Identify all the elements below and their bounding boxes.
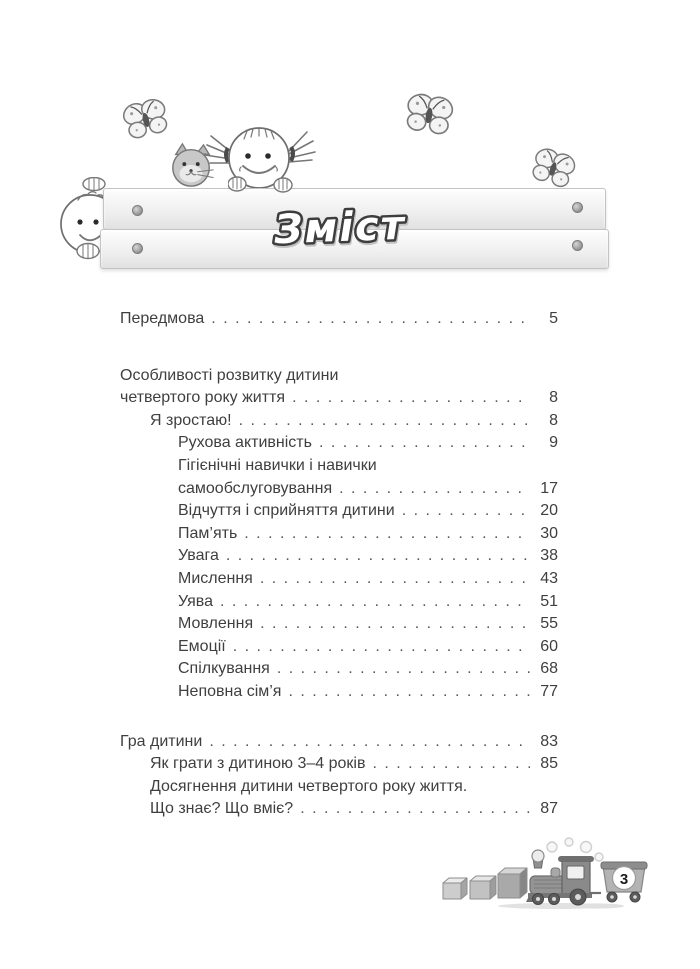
toc-page: 20 bbox=[540, 502, 558, 520]
toc-page: 8 bbox=[549, 389, 558, 407]
page-number-wagon bbox=[601, 862, 647, 902]
toc-page: 38 bbox=[540, 547, 558, 565]
toc-label: Що знає? Що вміє? bbox=[150, 800, 294, 818]
toy-blocks-icon bbox=[443, 868, 527, 899]
toy-train-footer bbox=[438, 836, 648, 916]
toc-entry bbox=[120, 365, 558, 388]
toc-label: Досягнення дитини четвертого року життя. bbox=[150, 777, 468, 795]
toc-page: 83 bbox=[540, 732, 558, 750]
toc-dots bbox=[239, 410, 530, 433]
toc-dots bbox=[372, 753, 530, 776]
toc-label: Я зростаю! bbox=[150, 411, 232, 429]
toc-dots bbox=[226, 545, 530, 568]
boy-hand-bottom-icon bbox=[74, 242, 102, 260]
toc-dots bbox=[244, 523, 530, 546]
toc-label: Спілкування bbox=[178, 660, 270, 678]
toc-label: Уява bbox=[178, 592, 213, 610]
toc-label: Мовлення bbox=[178, 615, 254, 633]
toc-dots bbox=[319, 432, 530, 455]
toc-label: Відчуття і сприйняття дитини bbox=[178, 502, 395, 520]
toc-dots bbox=[209, 731, 530, 754]
toc-entry bbox=[120, 387, 558, 410]
toc-entry bbox=[120, 798, 558, 821]
toc-page: 43 bbox=[540, 569, 558, 587]
toc-label: Передмова bbox=[120, 310, 205, 327]
toc-dots bbox=[292, 387, 530, 410]
toc-dots bbox=[288, 681, 530, 704]
toc-label: Особливості розвитку дитини bbox=[120, 366, 339, 384]
toc-label: Рухова активність bbox=[178, 434, 312, 452]
toc-dots bbox=[277, 658, 530, 681]
butterfly-icon bbox=[400, 88, 459, 143]
toc-dots bbox=[300, 798, 530, 821]
toc-dots bbox=[339, 478, 530, 501]
toc-label: Як грати з дитиною 3–4 років bbox=[150, 755, 366, 773]
page-number: 3 bbox=[619, 871, 629, 888]
toc-entry bbox=[120, 500, 558, 523]
toc-label: четвертого року життя bbox=[120, 389, 286, 407]
toc-page: 55 bbox=[540, 615, 558, 633]
toc-entry bbox=[120, 658, 558, 681]
toc-entry bbox=[120, 681, 558, 704]
toc-entry bbox=[120, 455, 558, 478]
toc-entry bbox=[120, 753, 558, 776]
toc-page: 5 bbox=[549, 310, 558, 327]
toc-dots bbox=[220, 591, 530, 614]
toc-entry bbox=[120, 308, 558, 331]
toc-entry bbox=[120, 478, 558, 501]
toc-page: 51 bbox=[540, 592, 558, 610]
toc-page: 68 bbox=[540, 660, 558, 678]
toc-entry bbox=[120, 432, 558, 455]
toc-entry bbox=[120, 523, 558, 546]
page-title: Зміст bbox=[273, 202, 407, 254]
toy-train-icon bbox=[526, 850, 601, 905]
toc-page: 9 bbox=[549, 434, 558, 452]
toc-label: Емоції bbox=[178, 637, 226, 655]
toc-page: 87 bbox=[540, 800, 558, 818]
toc-dots bbox=[260, 613, 530, 636]
toc-label: Увага bbox=[178, 547, 219, 565]
toc-entry bbox=[120, 731, 558, 754]
toc-page: 17 bbox=[540, 479, 558, 497]
toc-entry bbox=[120, 545, 558, 568]
toc-dots bbox=[211, 308, 530, 331]
toc-dots bbox=[402, 500, 530, 523]
page-title-sign bbox=[100, 188, 607, 267]
toc-label: Мислення bbox=[178, 569, 253, 587]
toc-entry bbox=[120, 776, 558, 799]
toc-entry bbox=[120, 568, 558, 591]
toc-entry bbox=[120, 636, 558, 659]
toc-label: Пам’ять bbox=[178, 524, 238, 542]
toc-label: Гігієнічні навички і навички bbox=[178, 456, 377, 474]
toc-page: 8 bbox=[549, 411, 558, 429]
toc-entry bbox=[120, 591, 558, 614]
toc-label: Неповна сім’я bbox=[178, 682, 282, 700]
toc-label: Гра дитини bbox=[120, 732, 203, 750]
butterfly-icon bbox=[117, 93, 174, 147]
toc-page: 77 bbox=[540, 682, 558, 700]
toc-dots bbox=[233, 636, 530, 659]
toc-label: самообслуговування bbox=[178, 479, 333, 497]
table-of-contents bbox=[120, 308, 558, 821]
toc-entry bbox=[120, 613, 558, 636]
toc-page: 30 bbox=[540, 524, 558, 542]
toc-page: 85 bbox=[540, 755, 558, 773]
toc-page: 60 bbox=[540, 637, 558, 655]
toc-entry bbox=[120, 410, 558, 433]
toc-dots bbox=[260, 568, 530, 591]
